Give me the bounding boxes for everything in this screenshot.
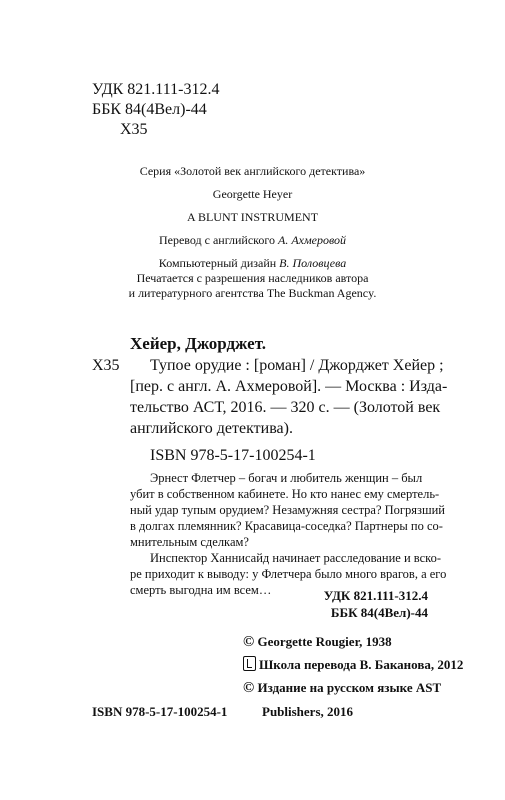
- school-logo-icon: [243, 656, 256, 671]
- copyright-line-4: Publishers, 2016: [262, 704, 354, 719]
- bottom-bbk: ББК 84(4Вел)-44: [330, 605, 428, 620]
- bibliographic-heading: Хейер, Джорджет.: [130, 334, 267, 353]
- translator-name: А. Ахмеровой: [278, 233, 347, 247]
- title-en: A BLUNT INSTRUMENT: [186, 210, 319, 224]
- isbn-footer: ISBN 978-5-17-100254-1: [92, 704, 228, 719]
- design-credit: [0, 256, 505, 271]
- bibliographic-line-2: [пер. с англ. А. Ахмеровой]. — Москва : Изда-: [130, 378, 448, 395]
- translation-credit: [0, 233, 505, 248]
- annotation-p1-line-2: убит в собственном кабинете. Но кто нанес ему смертель-: [130, 487, 440, 501]
- permission-line-2: и литературного агентства The Buckman Agency.: [128, 286, 377, 300]
- udk-code: УДК 821.111-312.4: [92, 81, 220, 98]
- annotation-p1-line-1: Эрнест Флетчер – богач и любитель женщин – был: [150, 471, 423, 485]
- bibliographic-line-4: английского детектива).: [130, 420, 293, 437]
- bottom-udk: УДК 821.111-312.4: [323, 588, 428, 603]
- translation-prefix: Перевод с английского: [158, 233, 279, 247]
- annotation-p1-line-3: ный удар тупым орудием? Незамужняя сестра? Погрязший: [130, 503, 445, 517]
- copyright-holder-2: Школа перевода В. Баканова, 2012: [259, 657, 464, 672]
- bibliographic-line-1: Тупое орудие : [роман] / Джорджет Хейер ;: [150, 357, 444, 374]
- annotation-p2-line-1: Инспектор Ханнисайд начинает расследование и вско-: [150, 551, 441, 565]
- annotation-p1-line-5: мнительным сделкам?: [130, 535, 249, 549]
- bbk-code: ББК 84(4Вел)-44: [92, 101, 207, 118]
- bibliographic-line-3: тельство АСТ, 2016. — 320 с. — (Золотой век: [130, 399, 441, 416]
- copyright-symbol-2: ©: [243, 680, 255, 696]
- author-mark: Х35: [120, 121, 148, 138]
- copyright-line-1: [243, 633, 392, 651]
- series-line: Серия «Золотой век английского детектива»: [139, 164, 366, 178]
- annotation-p2-line-3: смерть выгодна им всем…: [130, 583, 272, 597]
- annotation-p2-line-2: ре приходит к выводу: у Флетчера было много врагов, а его: [130, 567, 447, 581]
- author-name-en: Georgette Heyer: [212, 187, 293, 201]
- copyright-symbol: ©: [243, 634, 255, 650]
- permission-line-1: Печатается с разрешения наследников автора: [136, 271, 369, 285]
- copyright-holder-1: Georgette Rougier, 1938: [257, 634, 392, 649]
- copyright-line-3: [243, 679, 441, 697]
- designer-name: В. Половцева: [279, 256, 347, 270]
- annotation-p1-line-4: в долгах племянник? Красавица-соседка? Партнеры по со-: [130, 519, 443, 533]
- bibliographic-code: Х35: [92, 357, 120, 374]
- design-prefix: Компьютерный дизайн: [158, 256, 280, 270]
- bibliographic-isbn: ISBN 978-5-17-100254-1: [150, 447, 316, 464]
- copyright-line-2: [243, 656, 463, 673]
- copyright-holder-3: Издание на русском языке AST: [257, 680, 442, 695]
